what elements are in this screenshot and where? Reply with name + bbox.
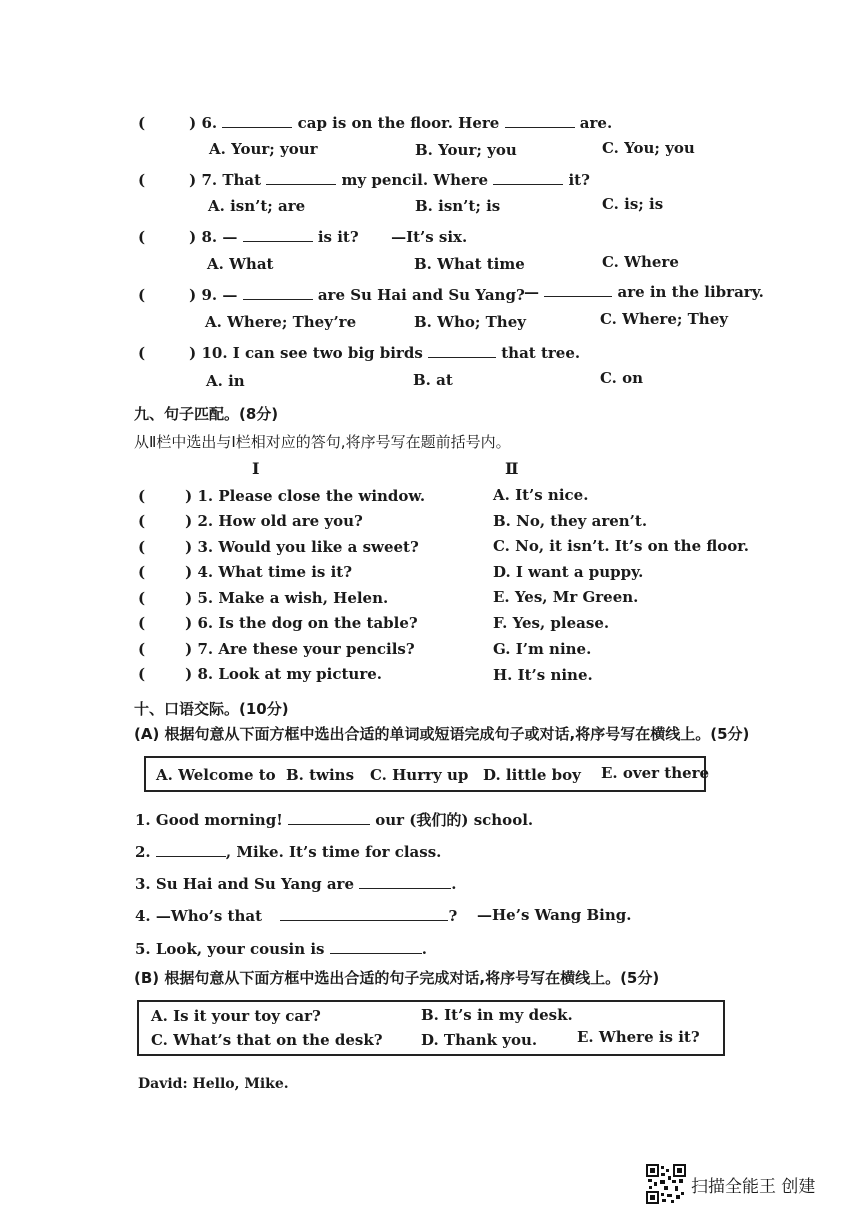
match-left: 2. How old are you? [197, 512, 363, 530]
match-row: ( ) 2. How old are you? [138, 512, 363, 530]
answer-paren-open: ( [138, 344, 146, 362]
answer-paren-close: ) [189, 344, 197, 362]
mc-q7 [138, 170, 590, 189]
section-title: 九、句子匹配。(8分) [134, 405, 279, 423]
match-left: 7. Are these your pencils? [197, 640, 415, 658]
sentence-text: our (我们的) school. [375, 811, 534, 829]
sentence-text: . [421, 940, 427, 958]
answer-paren-close: ) [189, 114, 197, 132]
match-left: 4. What time is it? [197, 563, 352, 581]
mc-q10 [138, 343, 580, 362]
option-a: A. What [207, 255, 274, 273]
question-number: 8. [201, 228, 218, 246]
match-right: E. Yes, Mr Green. [493, 588, 639, 606]
option-a: A. in [206, 372, 245, 390]
option-a: A. Where; They’re [205, 313, 357, 331]
match-row: ( ) 4. What time is it? [138, 563, 352, 581]
fill-sentence-1 [135, 809, 533, 830]
option-a: A. isn’t; are [208, 197, 306, 215]
word-option: B. twins [286, 766, 355, 784]
answer-paren-close: ) [189, 228, 197, 246]
option-a: A. Your; your [209, 140, 318, 158]
match-right: G. I’m nine. [493, 640, 592, 658]
mc-q9-reply [524, 282, 764, 301]
part-a-instruction: (A) 根据句意从下面方框中选出合适的单词或短语完成句子或对话,将序号写在横线上。(5分) [134, 725, 750, 743]
sentence-text: 2. [135, 843, 151, 861]
fill-sentence-5 [135, 939, 427, 958]
answer-blank[interactable] [330, 939, 422, 954]
answer-blank[interactable] [544, 282, 612, 297]
question-text: is it? [317, 228, 359, 246]
option-c: C. on [600, 369, 644, 387]
question-text: my pencil. Where [341, 171, 489, 189]
answer-paren-close: ) [189, 171, 197, 189]
section-title: 十、口语交际。(10分) [134, 700, 289, 718]
answer-blank[interactable] [280, 906, 448, 921]
qr-code-icon [646, 1164, 686, 1204]
match-right: D. I want a puppy. [493, 563, 644, 581]
match-left: 8. Look at my picture. [197, 665, 382, 683]
sentence-option: C. What’s that on the desk? [151, 1031, 383, 1049]
column-header-1: Ⅰ [252, 459, 260, 478]
answer-blank[interactable] [243, 285, 313, 300]
match-row: ( ) 7. Are these your pencils? [138, 640, 415, 658]
word-option: E. over there [601, 764, 710, 782]
question-text: — [222, 286, 238, 304]
match-right: A. It’s nice. [493, 486, 589, 504]
fill-sentence-2 [135, 842, 441, 861]
match-left: 5. Make a wish, Helen. [197, 589, 389, 607]
sentence-text: 4. —Who’s that [135, 907, 263, 925]
match-left: 6. Is the dog on the table? [197, 614, 418, 632]
word-option: C. Hurry up [370, 766, 469, 784]
scanner-credit: 扫描全能王 创建 [691, 1177, 816, 1197]
answer-blank[interactable] [288, 810, 370, 825]
question-text: I can see two big birds [232, 344, 423, 362]
mc-q6 [138, 113, 612, 132]
match-right: H. It’s nine. [493, 666, 593, 684]
question-text: that tree. [501, 344, 581, 362]
sentence-option: A. Is it your toy car? [151, 1007, 321, 1025]
answer-blank[interactable] [505, 113, 575, 128]
answer-blank[interactable] [156, 842, 226, 857]
answer-blank[interactable] [428, 343, 496, 358]
question-text: That [222, 171, 262, 189]
section-instruction: 从Ⅱ栏中选出与Ⅰ栏相对应的答句,将序号写在题前括号内。 [134, 433, 511, 451]
sentence-option: E. Where is it? [577, 1028, 700, 1046]
match-row: ( ) 1. Please close the window. [138, 487, 426, 505]
match-row: ( ) 8. Look at my picture. [138, 665, 382, 683]
answer-blank[interactable] [266, 170, 336, 185]
question-text: are. [579, 114, 613, 132]
column-header-2: Ⅱ [505, 459, 519, 478]
answer-blank[interactable] [359, 874, 451, 889]
sentence-option: B. It’s in my desk. [421, 1006, 573, 1024]
option-c: C. You; you [602, 139, 695, 157]
answer-blank[interactable] [243, 227, 313, 242]
answer-paren-open: ( [138, 171, 146, 189]
match-right: C. No, it isn’t. It’s on the floor. [493, 537, 750, 555]
word-option: D. little boy [483, 766, 581, 784]
match-right: B. No, they aren’t. [493, 512, 648, 530]
answer-blank[interactable] [222, 113, 292, 128]
option-b: B. Your; you [415, 141, 517, 159]
match-left: 1. Please close the window. [197, 487, 426, 505]
match-left: 3. Would you like a sweet? [197, 538, 419, 556]
sentence-text: 1. Good morning! [135, 811, 283, 829]
sentence-text: , Mike. It’s time for class. [225, 843, 442, 861]
sentence-text: . [451, 875, 457, 893]
question-text: are in the library. [617, 283, 764, 301]
option-c: C. is; is [602, 195, 664, 213]
question-number: 9. [201, 286, 218, 304]
question-number: 7. [201, 171, 218, 189]
question-number: 10. [201, 344, 228, 362]
option-b: B. at [413, 371, 453, 389]
match-row: ( ) 3. Would you like a sweet? [138, 538, 419, 556]
question-text: —It’s six. [391, 228, 468, 246]
sentence-option: D. Thank you. [421, 1031, 538, 1049]
question-number: 6. [201, 114, 218, 132]
mc-q9 [138, 285, 525, 304]
fill-sentence-3 [135, 874, 456, 893]
reply-text: —He’s Wang Bing. [477, 906, 632, 924]
question-text: it? [568, 171, 590, 189]
option-b: B. Who; They [414, 313, 526, 331]
answer-paren-open: ( [138, 286, 146, 304]
answer-paren-open: ( [138, 228, 146, 246]
match-right: F. Yes, please. [493, 614, 610, 632]
question-text: — [524, 283, 539, 301]
question-text: — [222, 228, 238, 246]
question-text: cap is on the floor. Here [297, 114, 500, 132]
option-b: B. What time [414, 255, 525, 273]
answer-blank[interactable] [493, 170, 563, 185]
answer-paren-close: ) [189, 286, 197, 304]
dialog-line: David: Hello, Mike. [138, 1076, 289, 1092]
mc-q8 [138, 227, 467, 246]
answer-paren-open: ( [138, 114, 146, 132]
fill-sentence-4 [135, 906, 457, 925]
option-c: C. Where [602, 253, 679, 271]
match-row: ( ) 5. Make a wish, Helen. [138, 589, 389, 607]
sentence-text: ? [448, 907, 458, 925]
match-row: ( ) 6. Is the dog on the table? [138, 614, 418, 632]
question-text: are Su Hai and Su Yang? [317, 286, 525, 304]
sentence-text: 3. Su Hai and Su Yang are [135, 875, 354, 893]
part-b-instruction: (B) 根据句意从下面方框中选出合适的句子完成对话,将序号写在横线上。(5分) [134, 969, 660, 987]
sentence-text: 5. Look, your cousin is [135, 940, 325, 958]
option-c: C. Where; They [600, 310, 728, 328]
word-option: A. Welcome to [156, 766, 276, 784]
option-b: B. isn’t; is [415, 197, 501, 215]
